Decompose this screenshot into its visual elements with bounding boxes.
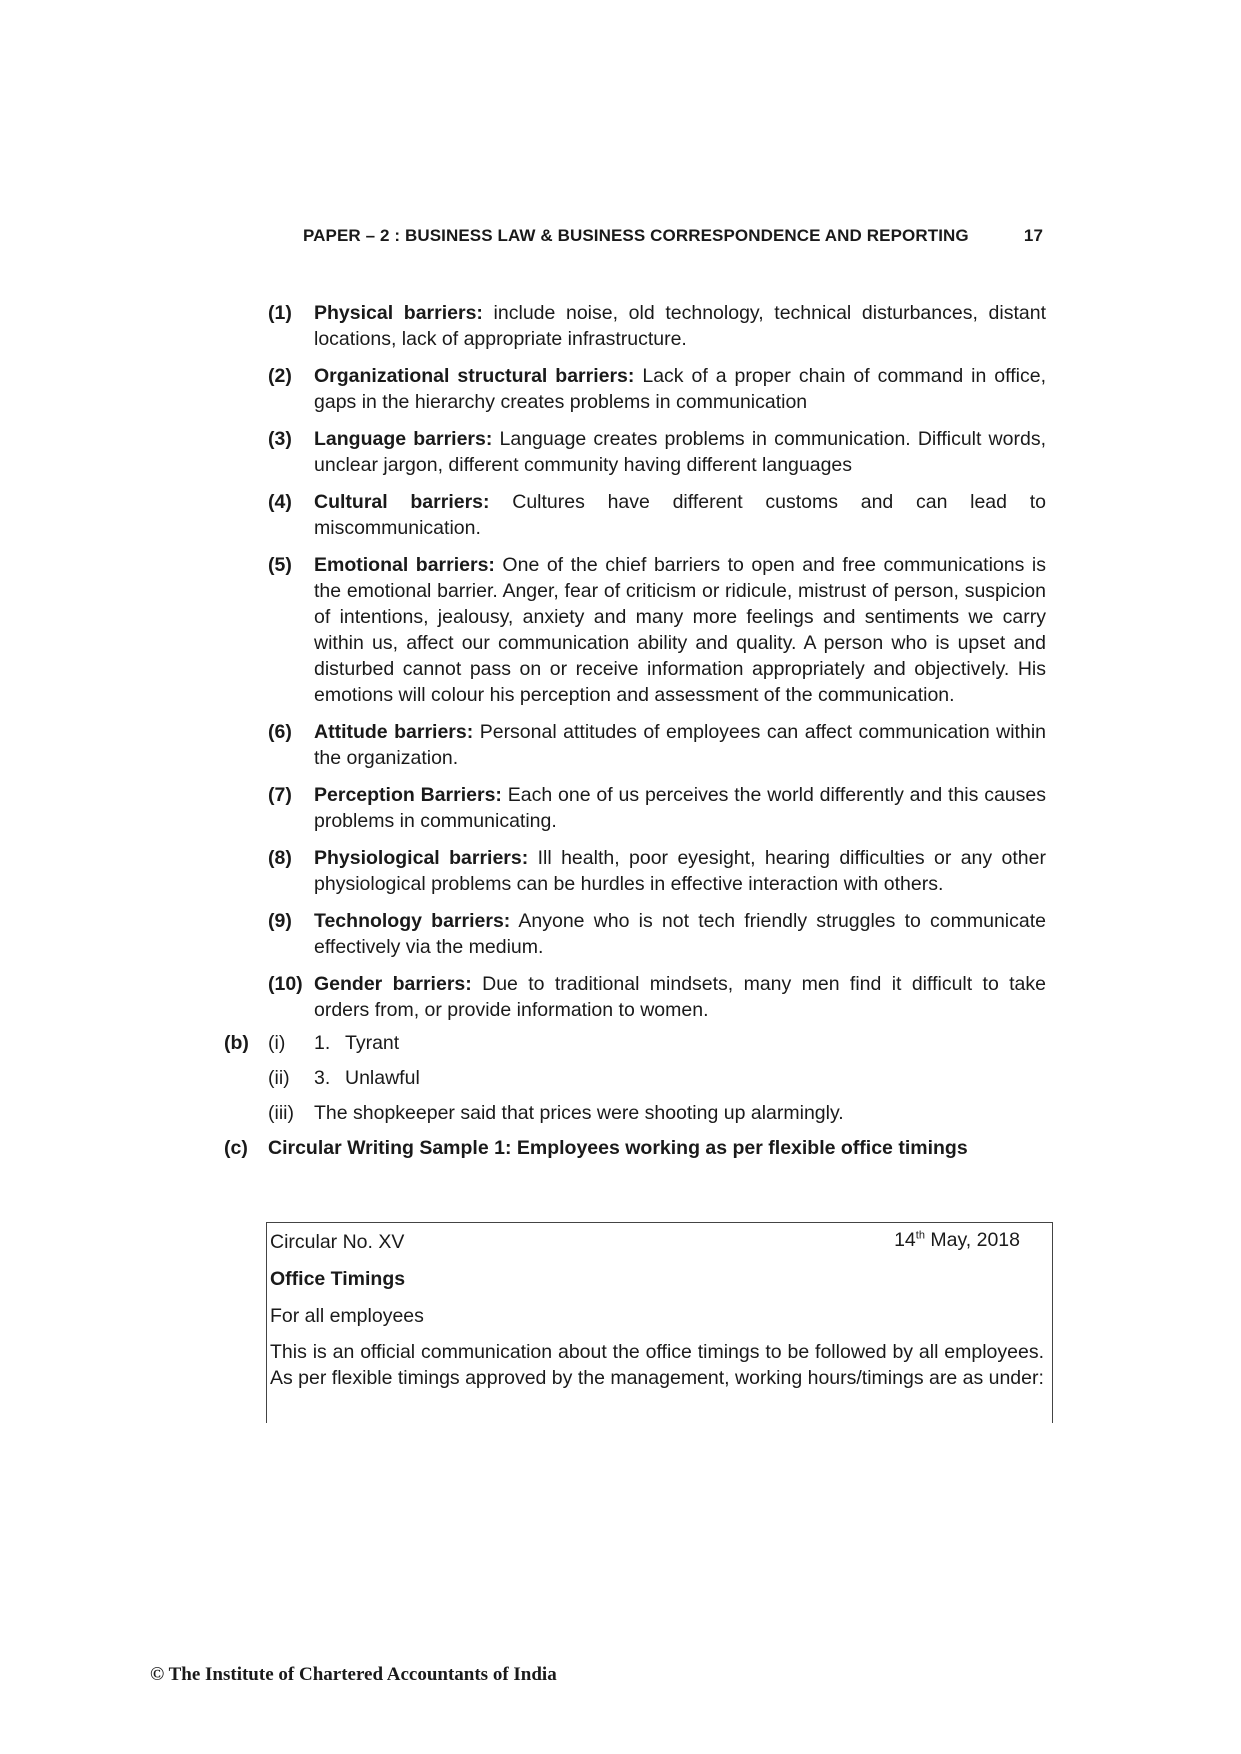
barrier-description: One of the chief barriers to open and free communications is the emotional barrier. Anger, fear of criticism or ridicule, mistrust of person, suspicion of intentions, jealousy, anxiety and many more feelings and sentiments we carry within us, affect our communication ability and quality. A person who is upset and disturbed cannot pass on or receive information appropriately and objectively. His emotions will colour his perception and assessment of the communication. (314, 554, 1046, 706)
barrier-label: Physical barriers: (314, 302, 483, 324)
item-number: (4) (268, 491, 292, 513)
circular-number: Circular No. XV (270, 1231, 405, 1253)
circular-subject: Office Timings (270, 1268, 406, 1290)
barrier-label: Attitude barriers: (314, 721, 474, 743)
item-number: (8) (268, 847, 292, 869)
answer-b-i (0, 1030, 1241, 1056)
page-number: 17 (1023, 226, 1043, 245)
barrier-label: Gender barriers: (314, 973, 472, 995)
date-day: 14 (894, 1229, 916, 1251)
barrier-label: Physiological barriers: (314, 847, 529, 869)
barrier-description: Anyone who is not tech friendly struggles to communicate effectively via the medium. (314, 910, 1046, 958)
circular-body: This is an official communication about the office timings to be followed by all employees. As per flexible timings approved by the management, working hours/timings are as under: (270, 1341, 1044, 1389)
barrier-description: Ill health, poor eyesight, hearing difficulties or any other physiological problems can be hurdles in effective interaction with others. (314, 847, 1046, 895)
choice-text: Tyrant (345, 1032, 400, 1054)
date-suffix: th (915, 1229, 925, 1242)
section-c-heading (0, 1135, 1241, 1161)
barrier-description: Language creates problems in communication. Difficult words, unclear jargon, different community having different languages (314, 428, 1046, 476)
barrier-label: Emotional barriers: (314, 554, 495, 576)
barrier-description: include noise, old technology, technical disturbances, distant locations, lack of appropriate infrastructure. (314, 302, 1046, 350)
barrier-list (0, 300, 1241, 1023)
main-content (0, 300, 1241, 1170)
barrier-item (0, 971, 1046, 1023)
section-b (0, 1030, 1241, 1126)
barrier-description: Each one of us perceives the world differently and this causes problems in communicating. (314, 784, 1046, 832)
item-number: (5) (268, 554, 292, 576)
choice-number: 1. (314, 1032, 331, 1054)
page-header (303, 226, 1043, 246)
barrier-item (0, 719, 1046, 771)
barrier-item (0, 845, 1046, 897)
section-b-label: (b) (224, 1032, 249, 1054)
item-number: (6) (268, 721, 292, 743)
circular-box (266, 1222, 1053, 1423)
barrier-item (0, 552, 1046, 708)
item-number: (10) (268, 973, 303, 995)
answer-text: The shopkeeper said that prices were shooting up alarmingly. (314, 1102, 844, 1124)
circular-date (894, 1229, 1020, 1252)
barrier-item (0, 908, 1046, 960)
item-number: (1) (268, 302, 292, 324)
barrier-item (0, 426, 1046, 478)
barrier-description: Personal attitudes of employees can affect communication within the organization. (314, 721, 1046, 769)
circular-heading: Circular Writing Sample 1: Employees working as per flexible office timings (268, 1137, 968, 1159)
barrier-description: Due to traditional mindsets, many men find it difficult to take orders from, or provide information to women. (314, 973, 1046, 1021)
barrier-item (0, 489, 1046, 541)
item-number: (9) (268, 910, 292, 932)
footer-copyright: © The Institute of Chartered Accountants of India (150, 1664, 557, 1685)
answer-b-ii (0, 1065, 1241, 1091)
barrier-label: Technology barriers: (314, 910, 511, 932)
section-c-label: (c) (224, 1137, 248, 1159)
choice-number: 3. (314, 1067, 331, 1089)
barrier-label: Perception Barriers: (314, 784, 502, 806)
barrier-description: Lack of a proper chain of command in office, gaps in the hierarchy creates problems in communication (314, 365, 1046, 413)
roman-numeral: (ii) (268, 1067, 290, 1089)
item-number: (7) (268, 784, 292, 806)
roman-numeral: (iii) (268, 1102, 294, 1124)
circular-audience: For all employees (270, 1305, 424, 1327)
roman-numeral: (i) (268, 1032, 286, 1054)
barrier-item (0, 300, 1046, 352)
barrier-label: Language barriers: (314, 428, 493, 450)
barrier-item (0, 782, 1046, 834)
barrier-description: Cultures have different customs and can lead to miscommunication. (314, 491, 1046, 539)
barrier-label: Organizational structural barriers: (314, 365, 635, 387)
header-title: PAPER – 2 : BUSINESS LAW & BUSINESS CORRESPONDENCE AND REPORTING (303, 226, 969, 245)
item-number: (3) (268, 428, 292, 450)
date-month-year: May, 2018 (924, 1229, 1020, 1251)
barrier-item (0, 363, 1046, 415)
barrier-label: Cultural barriers: (314, 491, 490, 513)
choice-text: Unlawful (345, 1067, 420, 1089)
item-number: (2) (268, 365, 292, 387)
answer-b-iii (0, 1100, 1241, 1126)
